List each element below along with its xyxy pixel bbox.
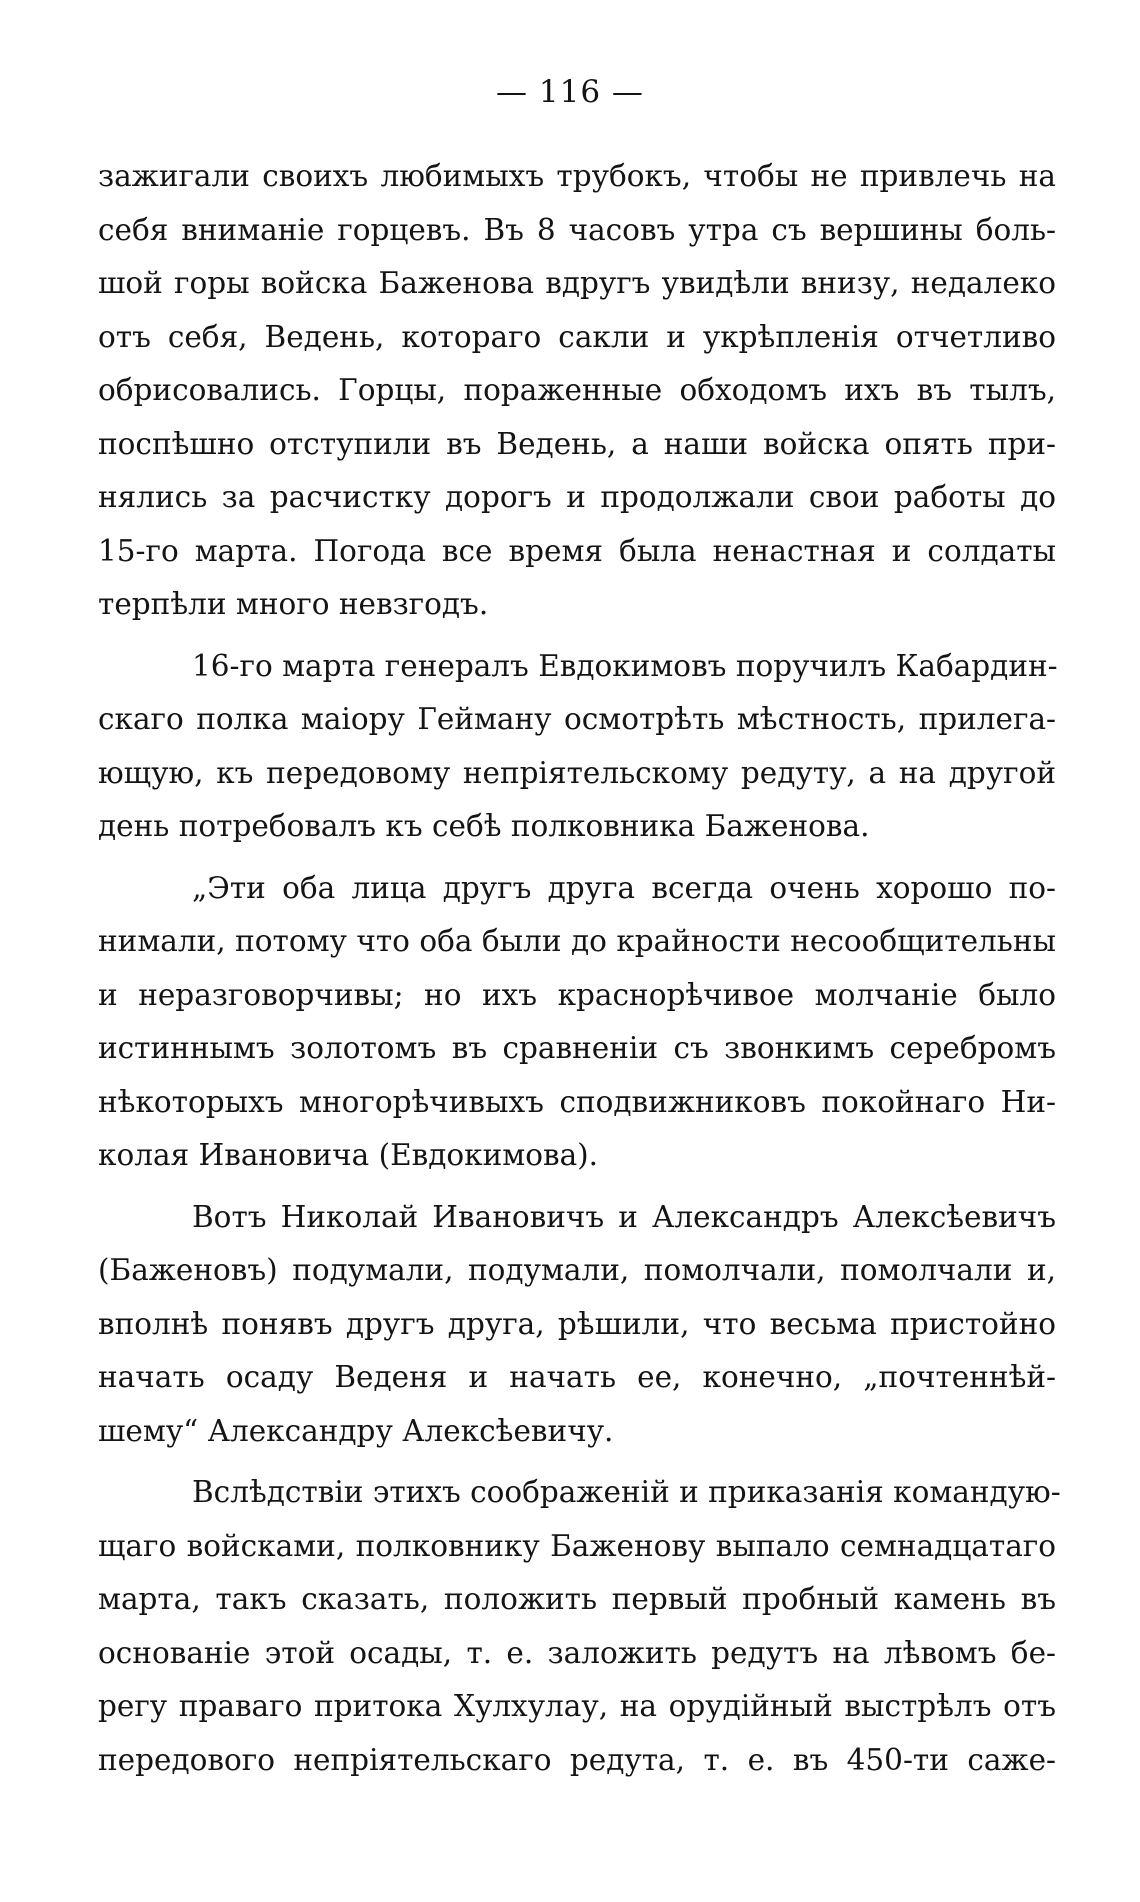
text-line: 16-го марта генералъ Евдокимовъ поручилъ Кабардин- bbox=[192, 648, 1058, 683]
text-line: вполнѣ понявъ другъ друга, рѣшили, что весьма пристойно bbox=[98, 1306, 1056, 1341]
body-text bbox=[98, 150, 1061, 1797]
text-line: регу праваго притока Хулхулау, на орудійный выстрѣлъ отъ bbox=[98, 1689, 1056, 1723]
paragraph-5 bbox=[98, 1466, 1061, 1787]
paragraph-4 bbox=[98, 1191, 1056, 1459]
text-line: поспѣшно отступили въ Ведень, а наши войска опять при- bbox=[98, 426, 1056, 461]
text-line: начать осаду Веденя и начать ее, конечно, „почтеннѣй- bbox=[98, 1360, 1056, 1394]
text-line: щаго войсками, полковнику Баженову выпало семнадцатаго bbox=[98, 1528, 1056, 1563]
text-line: колая Ивановича (Евдокимова). bbox=[98, 1138, 599, 1172]
text-line: скаго полка маіору Гейману осмотрѣть мѣстность, прилега- bbox=[98, 702, 1056, 736]
text-line: нялись за расчистку дорогъ и продолжали свои работы до bbox=[98, 480, 1056, 514]
text-line: нимали, потому что оба были до крайности несообщительны bbox=[98, 924, 1056, 958]
text-line: шой горы войска Баженова вдругъ увидѣли внизу, недалеко bbox=[98, 266, 1056, 300]
text-line: (Баженовъ) подумали, подумали, помолчали, помолчали и, bbox=[98, 1253, 1056, 1287]
paragraph-1 bbox=[98, 150, 1056, 632]
text-line: истиннымъ золотомъ въ сравненіи съ звонкимъ серебромъ bbox=[98, 1031, 1056, 1065]
text-line: нѣкоторыхъ многорѣчивыхъ сподвижниковъ покойнаго Ни- bbox=[98, 1084, 1056, 1119]
text-line: шему“ Александру Алексѣевичу. bbox=[98, 1413, 614, 1448]
text-line: Вотъ Николай Ивановичъ и Александръ Алексѣевичъ bbox=[192, 1199, 1056, 1234]
paragraph-3 bbox=[98, 862, 1056, 1183]
text-line: ющую, къ передовому непріятельскому редуту, а на другой bbox=[98, 755, 1056, 790]
text-line: передового непріятельскаго редута, т. е. въ 450-ти саже- bbox=[98, 1742, 1056, 1777]
page-number: — 116 — bbox=[496, 74, 644, 110]
text-line: зажигали своихъ любимыхъ трубокъ, чтобы не привлечь на bbox=[98, 159, 1056, 193]
text-line: и неразговорчивы; но ихъ краснорѣчивое молчаніе было bbox=[98, 977, 1056, 1012]
text-line: 15-го марта. Погода все время была ненастная и солдаты bbox=[98, 533, 1056, 568]
text-line: марта, такъ сказать, положить первый пробный камень въ bbox=[98, 1582, 1056, 1616]
text-line: обрисовались. Горцы, пораженные обходомъ ихъ въ тылъ, bbox=[98, 373, 1056, 407]
text-line: „Эти оба лица другъ друга всегда очень хорошо по- bbox=[192, 870, 1056, 905]
paragraph-2 bbox=[98, 640, 1056, 854]
text-line: себя вниманіе горцевъ. Въ 8 часовъ утра съ вершины боль- bbox=[98, 212, 1056, 247]
text-line: день потребовалъ къ себѣ полковника Баженова. bbox=[98, 809, 870, 843]
text-line: отъ себя, Ведень, котораго сакли и укрѣпленія отчетливо bbox=[98, 319, 1056, 354]
text-line: Вслѣдствіи этихъ соображеній и приказанія командую- bbox=[192, 1475, 1061, 1509]
text-line: основаніе этой осады, т. е. заложить редутъ на лѣвомъ бе- bbox=[98, 1635, 1056, 1670]
text-line: терпѣли много невзгодъ. bbox=[98, 587, 489, 621]
